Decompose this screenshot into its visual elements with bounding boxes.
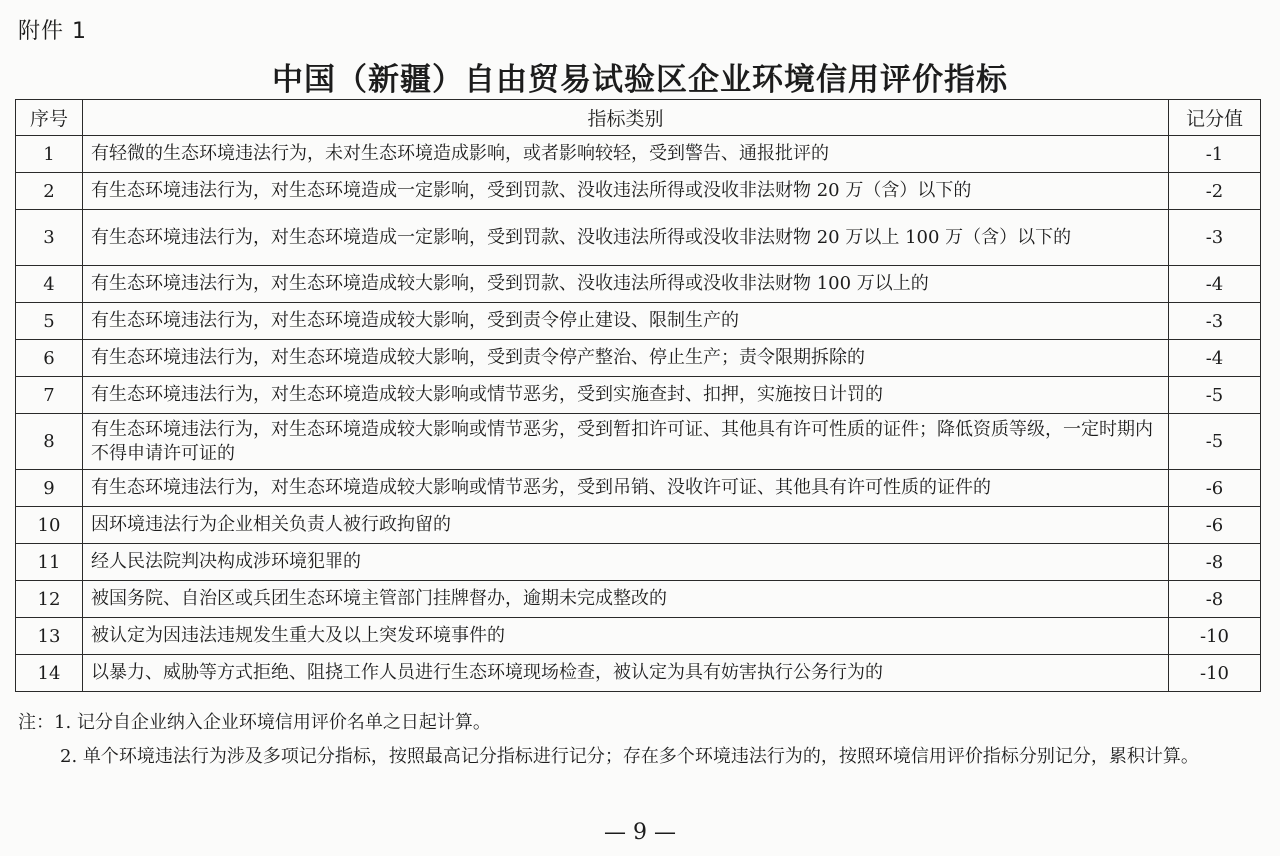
row-no: 11 — [16, 544, 83, 581]
attachment-label: 附件 1 — [18, 19, 87, 44]
table-row — [16, 210, 1261, 266]
row-desc: 有生态环境违法行为，对生态环境造成一定影响，受到罚款、没收违法所得或没收非法财物 20 万以上 100 万（含）以下的 — [83, 210, 1169, 266]
row-no: 6 — [16, 340, 83, 377]
row-no: 12 — [16, 581, 83, 618]
row-desc: 有生态环境违法行为，对生态环境造成较大影响，受到责令停产整治、停止生产；责令限期拆除的 — [83, 340, 1169, 377]
table-row — [16, 136, 1261, 173]
row-desc: 有生态环境违法行为，对生态环境造成一定影响，受到罚款、没收违法所得或没收非法财物 20 万（含）以下的 — [83, 173, 1169, 210]
table-row — [16, 507, 1261, 544]
row-score: -10 — [1169, 618, 1261, 655]
row-no: 13 — [16, 618, 83, 655]
table-row — [16, 618, 1261, 655]
header-score: 记分值 — [1169, 100, 1261, 136]
table-header-row — [16, 100, 1261, 136]
table-row — [16, 303, 1261, 340]
row-no: 7 — [16, 377, 83, 414]
note-1: 注：1. 记分自企业纳入企业环境信用评价名单之日起计算。 — [18, 712, 491, 733]
row-score: -2 — [1169, 173, 1261, 210]
row-score: -8 — [1169, 544, 1261, 581]
indicator-table — [15, 99, 1261, 692]
row-no: 8 — [16, 414, 83, 470]
table-row — [16, 414, 1261, 470]
row-score: -5 — [1169, 414, 1261, 470]
document-title: 中国（新疆）自由贸易试验区企业环境信用评价指标 — [272, 62, 1008, 98]
row-no: 5 — [16, 303, 83, 340]
row-desc: 被认定为因违法违规发生重大及以上突发环境事件的 — [83, 618, 1169, 655]
row-desc: 有生态环境违法行为，对生态环境造成较大影响，受到罚款、没收违法所得或没收非法财物 100 万以上的 — [83, 266, 1169, 303]
row-desc: 经人民法院判决构成涉环境犯罪的 — [83, 544, 1169, 581]
page-number: — 9 — — [604, 820, 676, 845]
row-desc: 以暴力、威胁等方式拒绝、阻挠工作人员进行生态环境现场检查，被认定为具有妨害执行公务行为的 — [83, 655, 1169, 692]
row-score: -1 — [1169, 136, 1261, 173]
row-desc: 有生态环境违法行为，对生态环境造成较大影响或情节恶劣，受到暂扣许可证、其他具有许可性质的证件；降低资质等级，一定时期内不得申请许可证的 — [83, 414, 1169, 470]
table-row — [16, 340, 1261, 377]
row-no: 1 — [16, 136, 83, 173]
row-desc: 有轻微的生态环境违法行为，未对生态环境造成影响，或者影响较轻，受到警告、通报批评的 — [83, 136, 1169, 173]
table-row — [16, 266, 1261, 303]
row-score: -10 — [1169, 655, 1261, 692]
table-row — [16, 544, 1261, 581]
row-no: 14 — [16, 655, 83, 692]
row-no: 4 — [16, 266, 83, 303]
row-score: -8 — [1169, 581, 1261, 618]
row-desc: 有生态环境违法行为，对生态环境造成较大影响，受到责令停止建设、限制生产的 — [83, 303, 1169, 340]
row-score: -3 — [1169, 210, 1261, 266]
row-no: 9 — [16, 470, 83, 507]
row-score: -3 — [1169, 303, 1261, 340]
row-score: -6 — [1169, 470, 1261, 507]
row-no: 3 — [16, 210, 83, 266]
row-desc: 有生态环境违法行为，对生态环境造成较大影响或情节恶劣，受到实施查封、扣押，实施按日计罚的 — [83, 377, 1169, 414]
row-desc: 有生态环境违法行为，对生态环境造成较大影响或情节恶劣，受到吊销、没收许可证、其他具有许可性质的证件的 — [83, 470, 1169, 507]
row-score: -4 — [1169, 340, 1261, 377]
table-row — [16, 470, 1261, 507]
row-score: -5 — [1169, 377, 1261, 414]
row-score: -4 — [1169, 266, 1261, 303]
note-2: 2. 单个环境违法行为涉及多项记分指标，按照最高记分指标进行记分；存在多个环境违法行为的，按照环境信用评价指标分别记分，累积计算。 — [60, 746, 1199, 767]
header-no: 序号 — [16, 100, 83, 136]
table-row — [16, 377, 1261, 414]
table-row — [16, 655, 1261, 692]
table-row — [16, 581, 1261, 618]
row-no: 2 — [16, 173, 83, 210]
row-no: 10 — [16, 507, 83, 544]
notes-section — [18, 706, 1266, 774]
header-category: 指标类别 — [83, 100, 1169, 136]
row-desc: 被国务院、自治区或兵团生态环境主管部门挂牌督办，逾期未完成整改的 — [83, 581, 1169, 618]
row-score: -6 — [1169, 507, 1261, 544]
row-desc: 因环境违法行为企业相关负责人被行政拘留的 — [83, 507, 1169, 544]
table-row — [16, 173, 1261, 210]
